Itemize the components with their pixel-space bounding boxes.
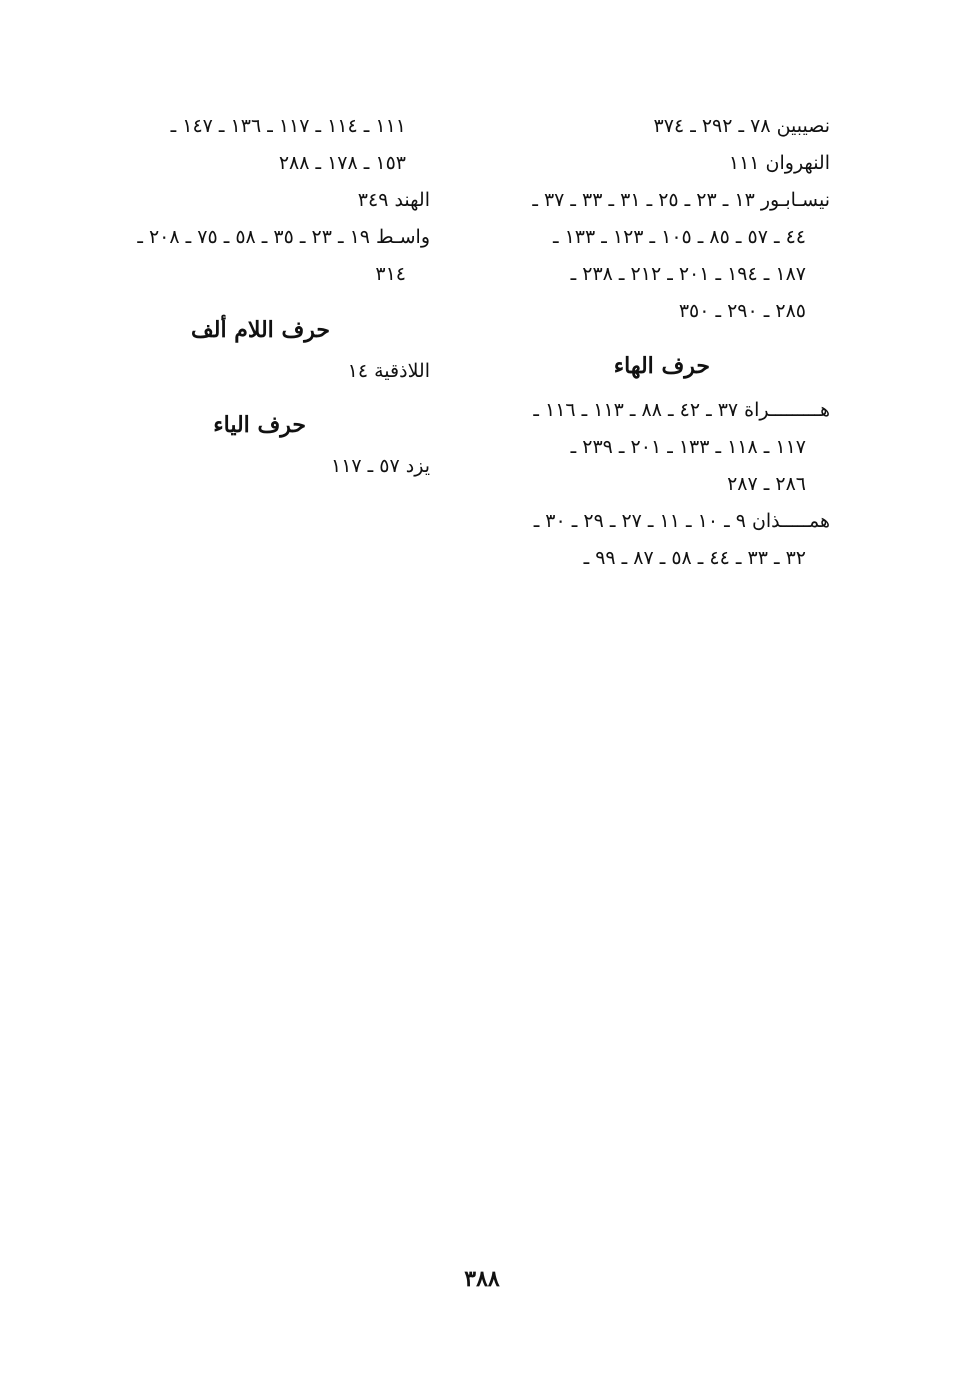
entry-wasit: واسـط ١٩ ـ ٢٣ ـ ٣٥ ـ ٥٨ ـ ٧٥ ـ ٢٠٨ ـ (137, 226, 430, 248)
section-heading-ha: حرف الهاء (613, 353, 710, 379)
section-heading-ya: حرف الياء (213, 412, 306, 438)
entry-cont-b: ١٥٣ ـ ١٧٨ ـ ٢٨٨ (278, 152, 406, 174)
section-heading-lam-alif: حرف اللام ألف (190, 317, 330, 343)
entry-hind: الهند ٣٤٩ (357, 189, 430, 211)
entry-nusaybin: نصيبين ٧٨ ـ ٢٩٢ ـ ٣٧٤ (653, 115, 830, 137)
left-column (70, 108, 430, 485)
page-number: ٣٨٨ (464, 1266, 500, 1292)
right-column (470, 108, 830, 577)
entry-herat: هـــــــــراة ٣٧ ـ ٤٢ ـ ٨٨ ـ ١١٣ ـ ١١٦ ـ (533, 399, 830, 421)
entry-latakia: اللاذقية ١٤ (347, 360, 430, 382)
entry-cont-a: ١١١ ـ ١١٤ ـ ١١٧ ـ ١٣٦ ـ ١٤٧ ـ (170, 115, 406, 137)
entry-nishapur: نيسـابـور ١٣ ـ ٢٣ ـ ٢٥ ـ ٣١ ـ ٣٣ ـ ٣٧ ـ (532, 189, 830, 211)
entry-nishapur-cont-2: ١٨٧ ـ ١٩٤ ـ ٢٠١ ـ ٢١٢ ـ ٢٣٨ ـ (570, 263, 806, 285)
entry-herat-cont-1: ١١٧ ـ ١١٨ ـ ١٣٣ ـ ٢٠١ ـ ٢٣٩ ـ (570, 436, 806, 458)
entry-hamadan-cont-1: ٣٢ ـ ٣٣ ـ ٤٤ ـ ٥٨ ـ ٨٧ ـ ٩٩ ـ (583, 547, 806, 569)
entry-nishapur-cont-1: ٤٤ ـ ٥٧ ـ ٨٥ ـ ١٠٥ ـ ١٢٣ ـ ١٣٣ ـ (552, 226, 806, 248)
entry-nishapur-cont-3: ٢٨٥ ـ ٢٩٠ ـ ٣٥٠ (678, 300, 806, 322)
entry-nahrawan: النهروان ١١١ (728, 152, 830, 174)
entry-wasit-cont-1: ٣١٤ (375, 263, 406, 285)
entry-herat-cont-2: ٢٨٦ ـ ٢٨٧ (727, 473, 806, 495)
entry-yazd: يزد ٥٧ ـ ١١٧ (331, 455, 430, 477)
entry-hamadan: همـــــذان ٩ ـ ١٠ ـ ١١ ـ ٢٧ ـ ٢٩ ـ ٣٠ ـ (533, 510, 830, 532)
